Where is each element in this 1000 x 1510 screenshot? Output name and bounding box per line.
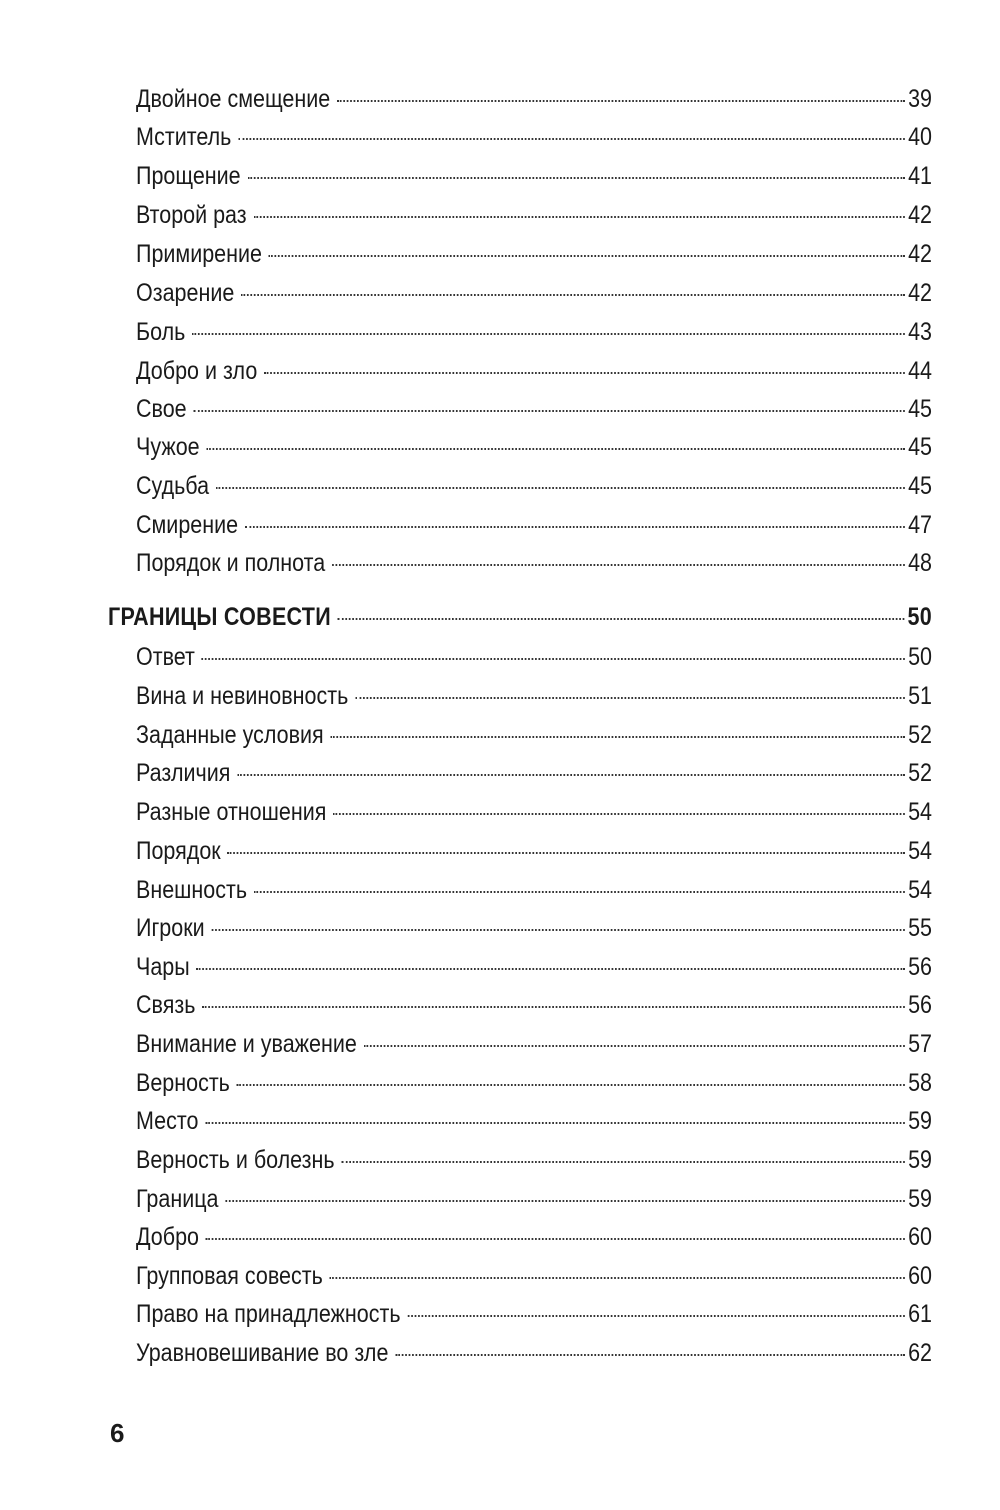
toc-entry — [136, 1338, 932, 1368]
dot-leader — [355, 697, 904, 699]
toc-entry-title: Мститель — [136, 123, 232, 151]
toc-entry-page: 50 — [907, 603, 932, 631]
toc-entry-page: 59 — [908, 1146, 932, 1174]
dot-leader — [338, 618, 904, 620]
dot-leader — [197, 968, 905, 970]
dot-leader — [330, 1277, 905, 1279]
dot-leader — [332, 564, 905, 566]
toc-entry — [136, 758, 932, 788]
toc-entry-title: Заданные условия — [136, 721, 324, 749]
toc-entry-page: 40 — [908, 123, 932, 151]
toc-entry — [136, 510, 932, 540]
toc-entry — [136, 836, 932, 866]
toc-entry — [136, 1222, 932, 1252]
dot-leader — [331, 736, 905, 738]
toc-entry-title: Разные отношения — [136, 798, 327, 826]
toc-entry — [136, 1068, 932, 1098]
toc-entry-page: 60 — [908, 1262, 932, 1290]
toc-entry-title: Двойное смещение — [136, 85, 331, 113]
toc-entry-page: 57 — [908, 1030, 932, 1058]
toc-entry-page: 45 — [908, 472, 932, 500]
toc-entry-title: Верность и болезнь — [136, 1146, 335, 1174]
toc-entry — [136, 1184, 932, 1214]
toc-entry-page: 42 — [908, 201, 932, 229]
dot-leader — [237, 1084, 905, 1086]
toc-entry — [136, 681, 932, 711]
toc-entry — [136, 548, 932, 578]
toc-entry-title: Судьба — [136, 472, 210, 500]
toc-entry-title: Уравновешивание во зле — [136, 1339, 389, 1367]
toc-entry — [136, 720, 932, 750]
dot-leader — [341, 1161, 904, 1163]
toc-entry-page: 59 — [908, 1107, 932, 1135]
toc-entry — [136, 84, 932, 114]
dot-leader — [407, 1315, 904, 1317]
dot-leader — [206, 1238, 905, 1240]
toc-entry-page: 61 — [908, 1300, 932, 1328]
toc-entry — [136, 432, 932, 462]
dot-leader — [225, 1200, 904, 1202]
toc-entry — [136, 913, 932, 943]
toc-entry-page: 43 — [908, 318, 932, 346]
toc-entry — [136, 239, 932, 269]
toc-entry — [136, 952, 932, 982]
page-number: 6 — [110, 1418, 125, 1448]
toc-entry-title: ГРАНИЦЫ СОВЕСТИ — [108, 603, 331, 631]
dot-leader — [194, 410, 905, 412]
dot-leader — [245, 526, 905, 528]
toc-entry-title: Ответ — [136, 643, 195, 671]
toc-entry-title: Добро и зло — [136, 357, 258, 385]
toc-entry-title: Внешность — [136, 876, 248, 904]
toc-entry-page: 42 — [908, 240, 932, 268]
toc-entry — [136, 875, 932, 905]
dot-leader — [364, 1045, 905, 1047]
toc-entry-title: Порядок — [136, 837, 221, 865]
toc-entry-title: Вина и невиновность — [136, 682, 349, 710]
toc-entry-title: Смирение — [136, 511, 239, 539]
toc-entry-page: 41 — [908, 162, 932, 190]
toc-entry — [136, 394, 932, 424]
dot-leader — [237, 774, 904, 776]
toc-entry-page: 56 — [908, 991, 932, 1019]
toc-entry — [136, 317, 932, 347]
toc-entry — [136, 278, 932, 308]
toc-entry-page: 48 — [908, 549, 932, 577]
toc-entry-title: Чужое — [136, 433, 200, 461]
dot-leader — [202, 1006, 904, 1008]
toc-entry-page: 54 — [908, 798, 932, 826]
toc-entry — [136, 797, 932, 827]
dot-leader — [228, 852, 905, 854]
toc-entry-title: Второй раз — [136, 201, 247, 229]
toc-entry-title: Верность — [136, 1069, 230, 1097]
toc-entry-page: 52 — [908, 759, 932, 787]
dot-leader — [207, 448, 905, 450]
toc-entry-title: Связь — [136, 991, 196, 1019]
dot-leader — [238, 138, 904, 140]
dot-leader — [333, 813, 904, 815]
toc-entry-page: 44 — [908, 357, 932, 385]
toc-entry-title: Чары — [136, 953, 190, 981]
toc-entry — [136, 1106, 932, 1136]
toc-entry — [136, 990, 932, 1020]
toc-entry — [136, 642, 932, 672]
toc-entry-page: 54 — [908, 837, 932, 865]
toc-entry-page: 58 — [908, 1069, 932, 1097]
dot-leader — [254, 216, 905, 218]
dot-leader — [241, 294, 904, 296]
toc-entry-page: 47 — [908, 511, 932, 539]
toc-entry — [136, 356, 932, 386]
toc-entry — [136, 1299, 932, 1329]
dot-leader — [212, 929, 905, 931]
toc-entry-title: Различия — [136, 759, 231, 787]
toc-entry-page: 59 — [908, 1185, 932, 1213]
toc-entry — [136, 161, 932, 191]
toc-entry-title: Место — [136, 1107, 199, 1135]
dot-leader — [254, 891, 905, 893]
dot-leader — [395, 1354, 904, 1356]
toc-entry-title: Право на принадлежность — [136, 1300, 401, 1328]
toc-entry-title: Примирение — [136, 240, 262, 268]
toc-entry-page: 42 — [908, 279, 932, 307]
dot-leader — [337, 100, 905, 102]
toc-entry-page: 56 — [908, 953, 932, 981]
toc-entry-page: 39 — [908, 85, 932, 113]
toc-entry — [136, 1261, 932, 1291]
toc-section-heading — [108, 602, 932, 632]
toc-entry-title: Групповая совесть — [136, 1262, 323, 1290]
toc-entry — [136, 200, 932, 230]
toc-entry — [136, 1029, 932, 1059]
toc-entry-title: Прощение — [136, 162, 241, 190]
dot-leader — [264, 372, 904, 374]
toc-entry — [136, 122, 932, 152]
toc-entry-page: 62 — [908, 1339, 932, 1367]
toc-entry-page: 45 — [908, 395, 932, 423]
dot-leader — [205, 1122, 904, 1124]
dot-leader — [202, 658, 905, 660]
toc-entry-page: 51 — [908, 682, 932, 710]
dot-leader — [269, 255, 905, 257]
toc-entry-page: 60 — [908, 1223, 932, 1251]
toc-entry — [136, 1145, 932, 1175]
toc-entry-page: 54 — [908, 876, 932, 904]
dot-leader — [216, 487, 905, 489]
toc-entry-title: Граница — [136, 1185, 219, 1213]
toc-entry — [136, 471, 932, 501]
toc-entry-title: Свое — [136, 395, 187, 423]
toc-entry-title: Порядок и полнота — [136, 549, 326, 577]
dot-leader — [192, 333, 904, 335]
dot-leader — [248, 177, 905, 179]
toc-entry-title: Озарение — [136, 279, 235, 307]
toc-entry-title: Добро — [136, 1223, 199, 1251]
toc-entry-title: Боль — [136, 318, 186, 346]
toc-entry-page: 50 — [908, 643, 932, 671]
toc-entry-page: 45 — [908, 433, 932, 461]
toc-entry-title: Внимание и уважение — [136, 1030, 357, 1058]
toc-entry-page: 55 — [908, 914, 932, 942]
toc-entry-title: Игроки — [136, 914, 205, 942]
toc-entry-page: 52 — [908, 721, 932, 749]
